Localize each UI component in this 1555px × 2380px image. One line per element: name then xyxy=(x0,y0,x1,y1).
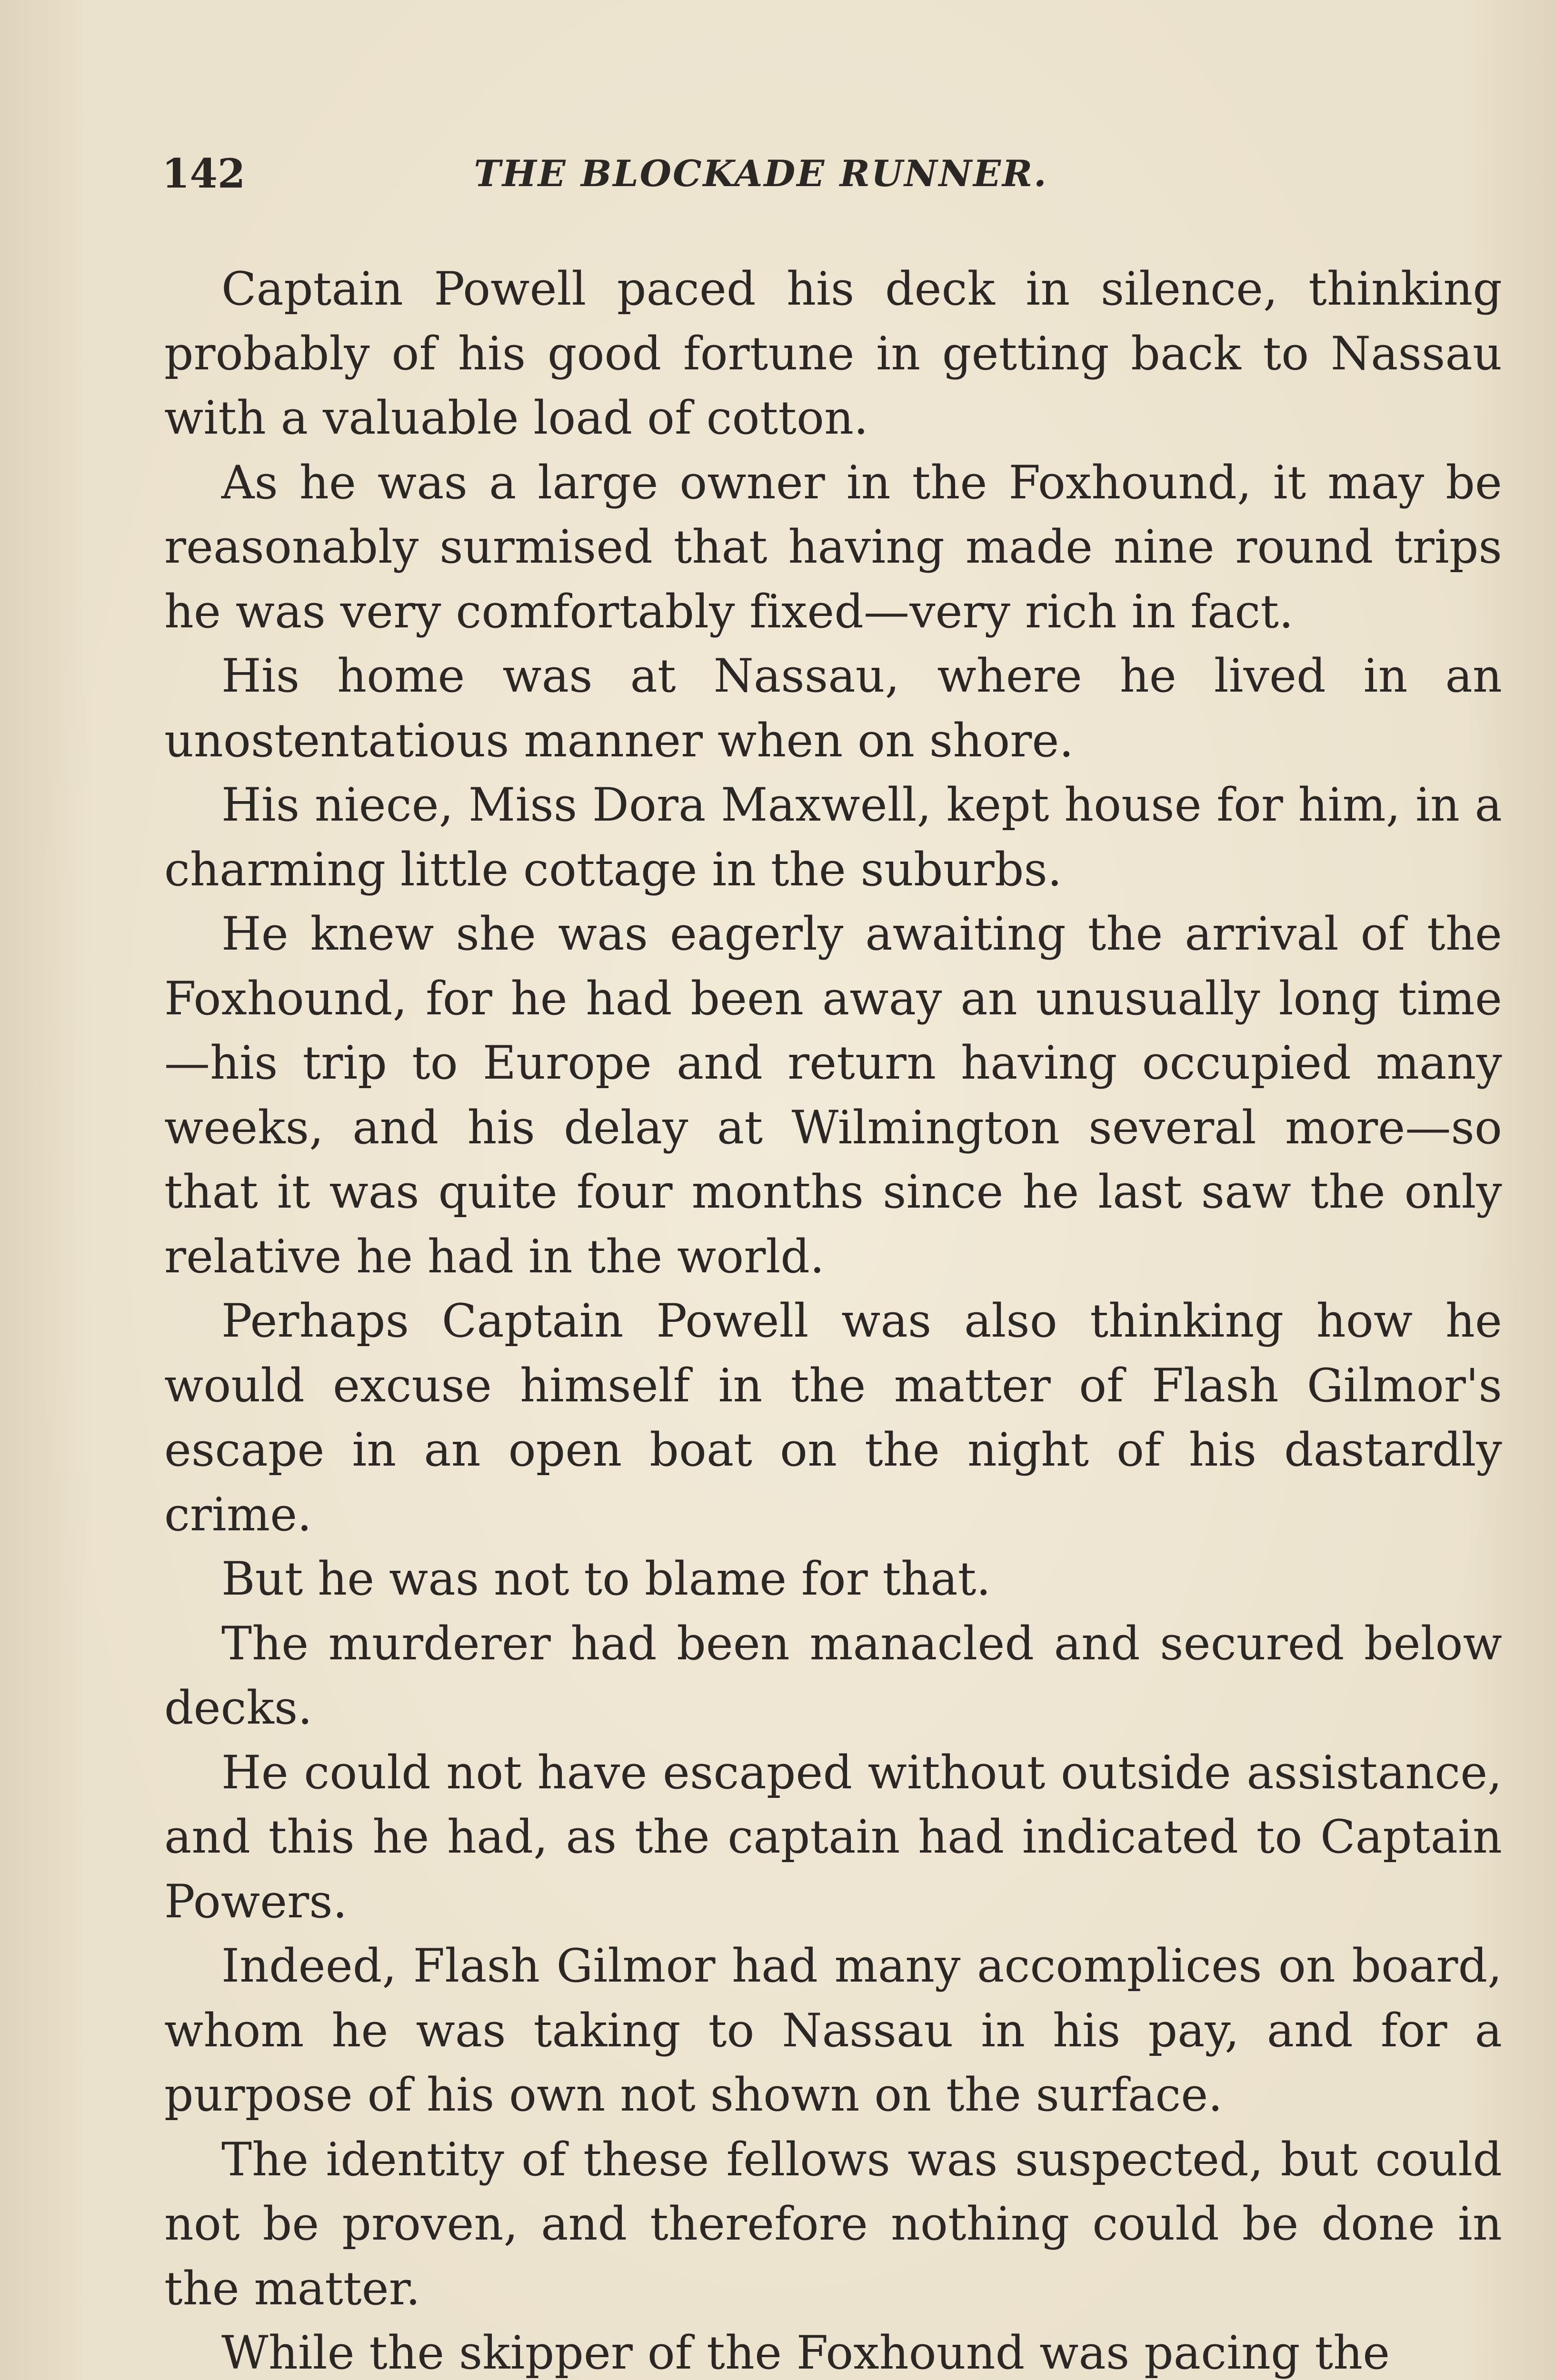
body-text xyxy=(164,257,1502,2380)
paragraph: His home was at Nassau, where he lived in an unostentatious manner when on shore. xyxy=(164,649,1502,767)
paragraph: Captain Powell paced his deck in silence, thinking probably of his good fortune in getting back to Nassau with a valuable load of cotton. xyxy=(164,262,1502,445)
paragraph: He knew she was eagerly awaiting the arrival of the Foxhound, for he had been away an unusually long time—his trip to Europe and return having occupied many weeks, and his delay at Wilmington several more—so that it was quite four months since he last saw the only relative he had in the world. xyxy=(164,907,1502,1283)
paragraph: His niece, Miss Dora Maxwell, kept house for him, in a charming little cottage in the suburbs. xyxy=(164,778,1502,896)
page-number: 142 xyxy=(162,150,246,197)
paragraph: As he was a large owner in the Foxhound, it may be reasonably surmised that having made nine round trips he was very comfortably fixed—very rich in fact. xyxy=(164,456,1502,638)
paragraph: While the skipper of the Foxhound was pacing the xyxy=(221,2326,1390,2380)
running-head-title: THE BLOCKADE RUNNER. xyxy=(474,152,1048,195)
page-header xyxy=(162,143,1503,205)
paragraph: The identity of these fellows was suspected, but could not be proven, and therefore nothing could be done in the matter. xyxy=(164,2132,1502,2315)
paragraph: He could not have escaped without outside assistance, and this he had, as the captain had indicated to Captain Powers. xyxy=(164,1745,1502,1928)
paragraph: But he was not to blame for that. xyxy=(221,1552,991,1606)
paragraph: The murderer had been manacled and secured below decks. xyxy=(164,1616,1502,1735)
paragraph: Perhaps Captain Powell was also thinking how he would excuse himself in the matter of Flash Gilmor's escape in an open boat on the night of his dastardly crime. xyxy=(164,1294,1502,1541)
paragraph: Indeed, Flash Gilmor had many accomplices on board, whom he was taking to Nassau in his pay, and for a purpose of his own not shown on the surface. xyxy=(164,1939,1502,2122)
